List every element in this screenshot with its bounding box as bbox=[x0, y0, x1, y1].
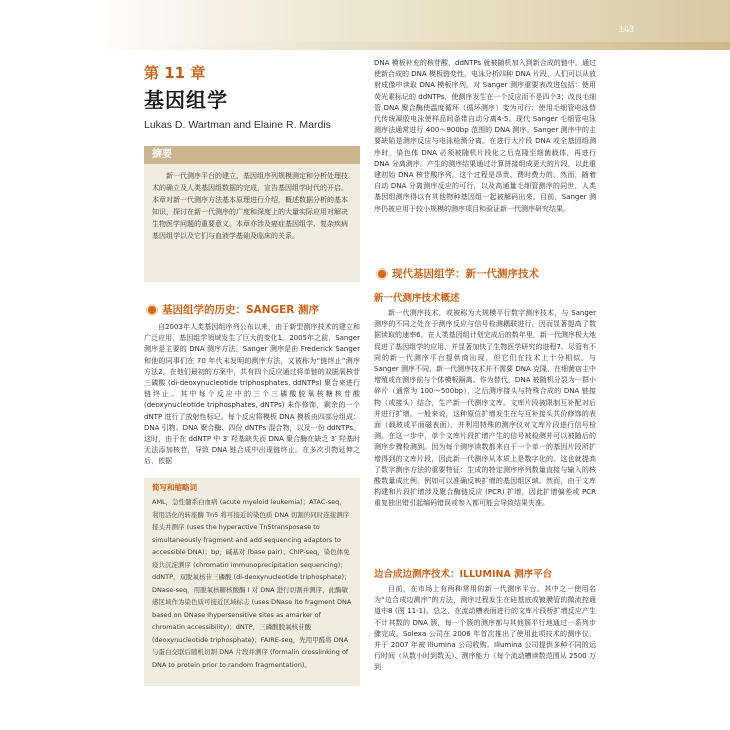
header-banner-strip bbox=[86, 42, 730, 50]
abbreviations-title: 简写和缩略词 bbox=[152, 483, 197, 492]
abbreviations-text: AML，急性髓系白血病 (acute myeloid leukemia)；ATAC-seq，利用活化的转座酶 Tn5 将可接近的染色质 DNA 切割的同时连接测序接头并测序 (uses the hyperactive Tn5transposase to simultaneously fragment and add sequencing adaptors to accessible DNA)；bp，碱基对 (base pair)；ChIP-seq，染色体免疫共沉淀测序 (chromatin immunoprecipitation sequencing)；ddNTP，双脱氧核苷三磷酸 (di-deoxynucleotide triphosphate)；DNase-seq，用脱氧核糖核酸酶 I 对 DNA 进行切割并测序，此酶敏感区域作为染色质可接近区域标志 (uses DNase Ito fragment DNA based on DNase Ihypersensitive sites as amarker of chromatin accessibility)；dNTP，三磷酸脱氧核苷酸 (deoxynucleotide triphosphate)；FAIRE-seq，先用甲醛将 DNA 与蛋白交联后随机切割 DNA 片段并测序 (formalin crosslinking of DNA to protein prior to random fragmentation)。 bbox=[152, 498, 352, 669]
right-paragraph-2: 新一代测序技术，或被称为大规模平行数字测序技术，与 Sanger 测序的不同之处在于测序反应与信号检测耦联进行，因而显著提高了数据读取的速率6。在人类基因组计划完成后的数年里，新一代测序极大地促进了基因组学的应用，并显著加快了生物医学研究的进程7。尽管有不同的新一代测序平台提供商出现，但它们在技术上十分相似。与 Sanger 测序不同，新一代测序技术并不需要 DNA 克隆、在细菌宿主中增殖或在测序前与个体模板隔离。作为替代，DNA 被随机分裂为一群小碎片（通常为 100～500bp），之后测序接头与特殊合成的 DNA 链接物（或接头）结合，生产新一代测序文库。文库片段被限制互补配对后并进行扩增。一般来说，这种原位扩增发生在与互补接头共价修饰的表面（载玻或平面磁表面），并利用特殊的测序仪对文库片段进行信号检测。在这一步中，单个文库片段扩增产生的信号被检测并可以被随后的测序步骤检测到。因为每个测序读数都来自于一个单一的基因片段所扩增得到的文库片段，因此新一代测序从本质上是数字化的。这也就提高了数字测序方法的重要特征：生成的特定测序序列数量直接与输入的核酸数量成比例，例如可以准确反映扩增的基因组区域。然而，由于文库构建和片段扩增涉及聚合酶链反应 (PCR) 扩增，因此扩增偏差或 PCR 重复独出错引起编码错误或参入都可能会导致结果失准。 bbox=[374, 309, 596, 508]
right-paragraph-1: DNA 模板补充的核苷酸，ddNTPs 就被随机加入到新合成的链中。通过使新合成的 DNA 模板链变性、电泳分析四种 DNA 片段，人们可以从放射成像中读取 DNA 模板序列。对 Sanger 测序重要表改进包括：使用荧光素标记的 ddNTPs，使测序发生在一个反应而不是四个3；改良毛细管 DNA 聚合酶使温度循环（循环测序）变为可行；使用毛细管电泳替代传统凝胶电泳使样品间条带自动分离4-5。现代 Sanger 毛细管电泳测序法通常进行 400～900bp 范围的 DNA 测序。Sanger 测序中的主要缺陷是测序反应与电泳检测分离。在进行大片段 DNA 或全基因组测序时，染色体 DNA 必须被随机片段化之后克隆至细菌载体，再进行 DNA 分离测序。产生的测序结果通过计算拼接组成更大的片段，以此重建初始 DNA 核苷酸序列。这个过程是昂贵、费时费力的。然而，随着自动 DNA 分离测序反应的可行，以及高通量毛细管测序的同世，人类基因组测序得以有其他物种基因组一起被解码出来。目前，Sanger 测序仍被应用于较小规模的测序项目和验证新一代测序研究结果。 bbox=[374, 59, 596, 213]
section-heading-modern bbox=[378, 266, 598, 281]
section-heading-modern-text: 现代基因组学：新一代测序技术 bbox=[392, 268, 539, 280]
subsection-heading-illumina: 边合成边测序技术：ILLUMINA 测序平台 bbox=[374, 569, 553, 580]
right-paragraph-3: 目前，在市场上有两种常用的新一代测序平台。其中之一使用名为“边合成边测序”的方法，测序过程发生在硅基底或镀膜管的微流控通道中8 (图 11-1)。总之，在流动槽表面进行的文库片段桥扩增反应产生不计其数的 DNA 簇，每一个簇的测序都与其他簇平行地通过一系列步骤完成。Solexa 公司在 2006 年首次推出了使用此项技术的测序仪，并于 2007 年被 Illumina 公司收购。Illumina 公司提供多种不同的运行时间（从数小时到数天）、测序能力（每个流动槽读数范围从 2500 万到 bbox=[374, 585, 596, 672]
bullet-circle-icon bbox=[378, 270, 386, 278]
bullet-circle-icon bbox=[148, 306, 156, 314]
chapter-title: 基因组学 bbox=[144, 88, 228, 112]
section-heading-history bbox=[148, 302, 368, 317]
abstract-box bbox=[144, 146, 360, 282]
chapter-authors: Lukas D. Wartman and Elaine R. Mardis bbox=[144, 119, 331, 131]
abstract-text: 新一代测序平台的建立、基因组序列规模测定和分析处理技术的确立及人类基因组数据的完成，宣告基因组学时代的开启。本章对新一代测序方法基本原理进行介绍，概述数据分析的基本知识，探讨在新一代测序的广度和深度上的大量实际应用对解决生物医学问题的重要意义。本章亦涉及癌症基因组学、复杂疾病基因组学以及它们与血液学基础及临床的关系。 bbox=[152, 172, 348, 240]
abbreviations-box bbox=[144, 478, 360, 686]
page-number: 143 bbox=[618, 24, 634, 34]
abstract-heading: 摘要 bbox=[144, 146, 360, 164]
history-paragraph: 自2003年人类基因组序列公布以来，由于新型测序技术的建立和广泛应用，基因组学领域发生了巨大的变化1。2005年之前，Sanger 测序是主要的 DNA 测序方法。Sanger 测序是由 Frederick Sanger 和他的同事们在 70 年代末发明的测序方法，又被称为“链终止”测序方法2。在他们最初的方案中，共有四个反应通过将单链的双脱氧核苷三磷酸 (di-deoxynucleotide triphosphates, ddNTPs) 聚合来进行链终止。其中每个反应中的三个三磷酸脱氧核糖核苷酸 (deoxynucleotide triphosphates, dNTPs) 未作修饰，剩余的一个 dNTP 进行了放射性标记。每个反应将模板 DNA 模板由四部分组成：DNA 引物、DNA 聚合酶、四份 dNTPs 混合物，以及一份 ddNTPs。这时，由于在 ddNTP 中 3′ 羟基缺失而 DNA 聚合酶在缺乏 3′ 羟基时无法添加核苷，导致 DNA 链合成中出现链终止。在多次引物延伸之后，依据 bbox=[144, 323, 360, 466]
subsection-heading-overview: 新一代测序技术概述 bbox=[374, 293, 460, 304]
section-heading-history-text: 基因组学的历史：SANGER 测序 bbox=[162, 304, 320, 316]
chapter-label: 第 11 章 bbox=[144, 64, 206, 82]
